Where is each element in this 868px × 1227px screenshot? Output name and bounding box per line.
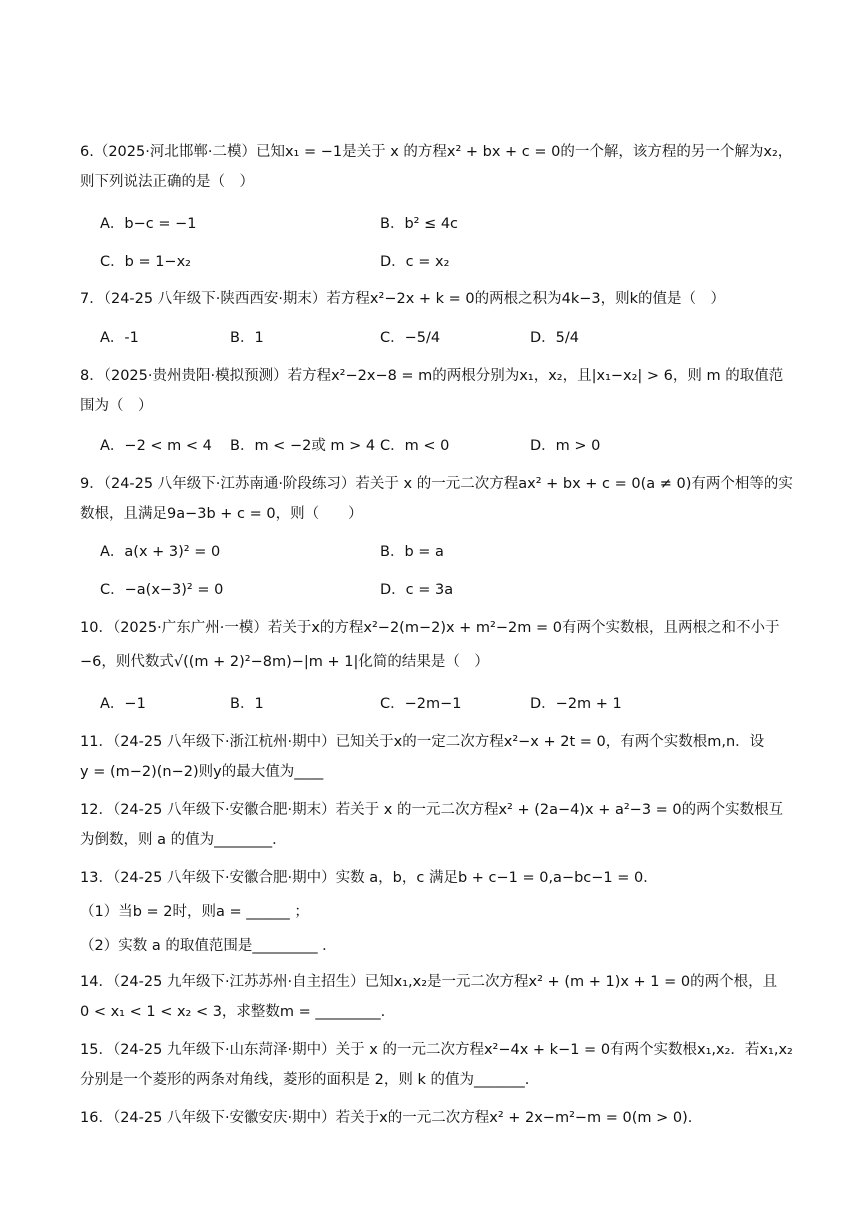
q10-option-c: C．−2m−1: [380, 696, 462, 712]
q9-option-d: D．c = 3a: [380, 582, 454, 598]
q10-option-d: D．−2m + 1: [530, 696, 622, 712]
q9-option-c: C．−a(x−3)² = 0: [100, 582, 224, 598]
q7-option-c: C．−5/4: [380, 330, 441, 346]
q6-option-a: A．b−c = −1: [100, 216, 197, 232]
q8-option-d: D．m > 0: [530, 438, 601, 454]
q11-line-2: y = (m−2)(n−2)则y的最大值为____: [80, 764, 324, 780]
q9-option-b: B．b = a: [380, 544, 444, 560]
q10-line-2: −6，则代数式√((m + 2)²−8m)−|m + 1|化简的结果是（ ）: [80, 654, 489, 670]
q7-option-b: B．1: [230, 330, 264, 346]
q13-sub-1: （1）当b = 2时，则a = ______ ；: [80, 904, 309, 920]
q6-option-d: D．c = x₂: [380, 254, 450, 270]
q10-option-a: A．−1: [100, 696, 146, 712]
q6-line-1: 6.（2025·河北邯郸·二模）已知x₁ = −1是关于 x 的方程x² + bx + c = 0的一个解，该方程的另一个解为x₂，: [80, 144, 793, 160]
q8-line-1: 8．（2025·贵州贵阳·模拟预测）若方程x²−2x−8 = m的两根分别为x₁，x₂，且|x₁−x₂| > 6，则 m 的取值范: [80, 368, 784, 384]
q7-option-d: D．5/4: [530, 330, 580, 346]
q10-option-b: B．1: [230, 696, 264, 712]
q8-option-c: C．m < 0: [380, 438, 450, 454]
q9-option-a: A．a(x + 3)² = 0: [100, 544, 221, 560]
q7-line-1: 7．（24-25 八年级下·陕西西安·期末）若方程x²−2x + k = 0的两根之积为4k−3，则k的值是（ ）: [80, 291, 726, 307]
q15-line-1: 15．（24-25 九年级下·山东菏泽·期中）关于 x 的一元二次方程x²−4x + k−1 = 0有两个实数根x₁,x₂．若x₁,x₂: [80, 1042, 793, 1058]
q15-line-2: 分别是一个菱形的两条对角线，菱形的面积是 2，则 k 的值为_______.: [80, 1072, 530, 1088]
q14-line-2: 0 < x₁ < 1 < x₂ < 3，求整数m = _________.: [80, 1004, 386, 1020]
q11-line-1: 11．（24-25 八年级下·浙江杭州·期中）已知关于x的一定二次方程x²−x + 2t = 0，有两个实数根m,n．设: [80, 734, 765, 750]
q8-line-2: 围为（ ）: [80, 398, 153, 414]
q6-option-c: C．b = 1−x₂: [100, 254, 191, 270]
q6-option-b: B．b² ≤ 4c: [380, 216, 459, 232]
q8-option-a: A．−2 < m < 4: [100, 438, 212, 454]
q13-line-1: 13．（24-25 八年级下·安徽合肥·期中）实数 a，b，c 满足b + c−1 = 0,a−bc−1 = 0．: [80, 870, 658, 886]
q16-line-1: 16．（24-25 八年级下·安徽安庆·期中）若关于x的一元二次方程x² + 2x−m²−m = 0(m > 0).: [80, 1110, 693, 1126]
q12-line-1: 12．（24-25 八年级下·安徽合肥·期末）若关于 x 的一元二次方程x² + (2a−4)x + a²−3 = 0的两个实数根互: [80, 802, 784, 818]
q9-line-2: 数根，且满足9a−3b + c = 0，则（ ）: [80, 506, 363, 522]
q8-option-b: B．m < −2或 m > 4: [230, 438, 376, 454]
q7-option-a: A．-1: [100, 330, 139, 346]
q14-line-1: 14．（24-25 九年级下·江苏苏州·自主招生）已知x₁,x₂是一元二次方程x² + (m + 1)x + 1 = 0的两个根，且: [80, 974, 778, 990]
q13-sub-2: （2）实数 a 的取值范围是_________ ．: [80, 938, 337, 954]
q9-line-1: 9．（24-25 八年级下·江苏南通·阶段练习）若关于 x 的一元二次方程ax² + bx + c = 0(a ≠ 0)有两个相等的实: [80, 476, 793, 492]
q12-line-2: 为倒数，则 a 的值为________．: [80, 832, 287, 848]
q10-line-1: 10．（2025·广东广州·一模）若关于x的方程x²−2(m−2)x + m²−2m = 0有两个实数根，且两根之和不小于: [80, 620, 780, 636]
q6-line-2: 则下列说法正确的是（ ）: [80, 174, 254, 190]
